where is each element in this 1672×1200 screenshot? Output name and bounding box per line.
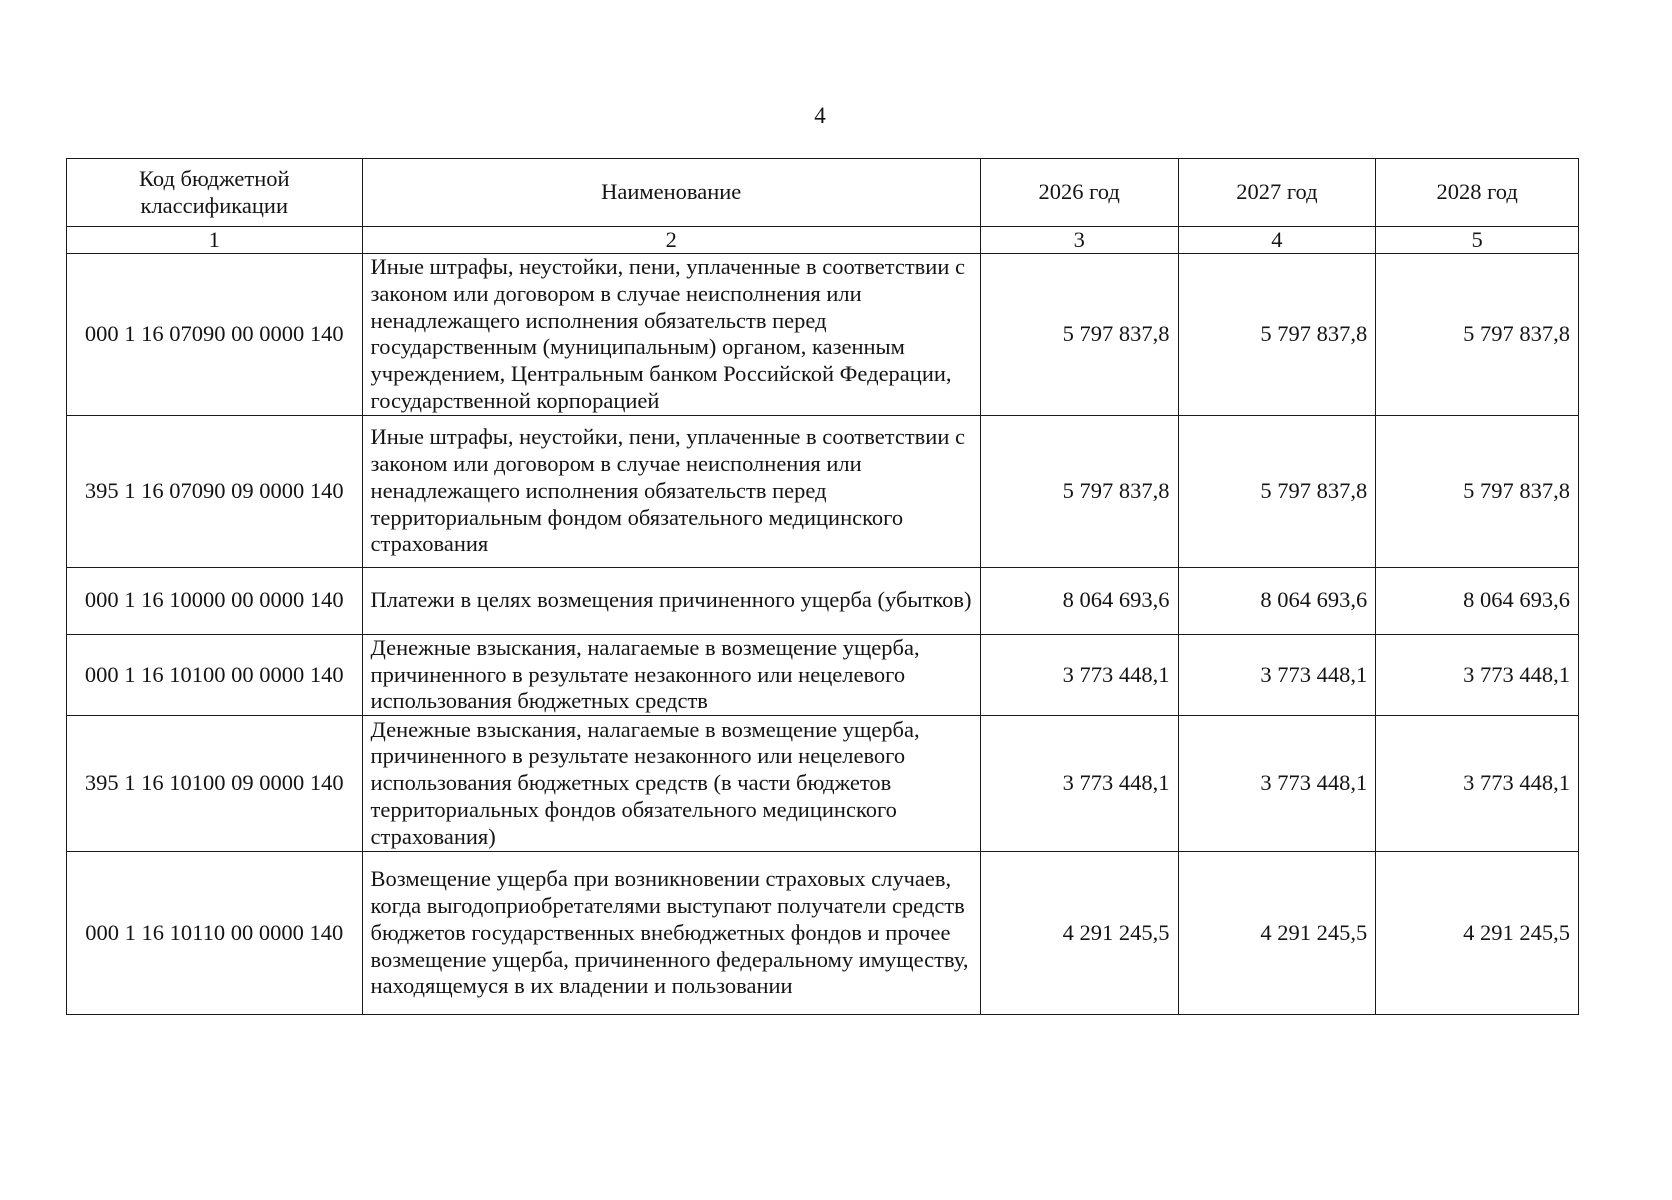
row-value-2028: 3 773 448,1 [1376,634,1579,715]
header-year-2027: 2027 год [1178,159,1376,227]
row-value-2027: 8 064 693,6 [1178,567,1376,634]
header-year-2028: 2028 год [1376,159,1579,227]
table-row [67,567,1579,634]
row-value-2027: 5 797 837,8 [1178,415,1376,567]
row-value-2026: 3 773 448,1 [980,634,1178,715]
table-row [67,852,1579,1015]
column-number: 4 [1178,227,1376,254]
row-name: Денежные взыскания, налагаемые в возмещение ущерба, причиненного в результате незаконного или нецелевого использования бюджетных средств (в части бюджетов территориальных фондов обязательного медицинского страхования) [362,716,980,852]
row-value-2027: 3 773 448,1 [1178,716,1376,852]
row-code: 395 1 16 07090 09 0000 140 [67,415,363,567]
column-number-row [67,227,1579,254]
page-number: 4 [814,103,826,128]
row-value-2026: 8 064 693,6 [980,567,1178,634]
row-value-2026: 4 291 245,5 [980,852,1178,1015]
table-header-row [67,159,1579,227]
row-value-2026: 5 797 837,8 [980,415,1178,567]
table-row [67,415,1579,567]
row-value-2028: 8 064 693,6 [1376,567,1579,634]
table-row [67,716,1579,852]
row-name: Денежные взыскания, налагаемые в возмещение ущерба, причиненного в результате незаконного или нецелевого использования бюджетных средств [362,634,980,715]
row-name: Возмещение ущерба при возникновении страховых случаев, когда выгодоприобретателями выступают получатели средств бюджетов государственных внебюджетных фондов и прочее возмещение ущерба, причиненного федеральному имуществу, находящемуся в их владении и пользовании [362,852,980,1015]
column-number: 3 [980,227,1178,254]
row-value-2028: 4 291 245,5 [1376,852,1579,1015]
row-code: 395 1 16 10100 09 0000 140 [67,716,363,852]
row-value-2027: 4 291 245,5 [1178,852,1376,1015]
column-number: 2 [362,227,980,254]
budget-table [66,158,1579,1015]
row-code: 000 1 16 10000 00 0000 140 [67,567,363,634]
header-name: Наименование [362,159,980,227]
row-name: Иные штрафы, неустойки, пени, уплаченные в соответствии с законом или договором в случае неисполнения или ненадлежащего исполнения обязательств перед территориальным фондом обязательного медицинского страхования [362,415,980,567]
row-code: 000 1 16 07090 00 0000 140 [67,254,363,416]
column-number: 1 [67,227,363,254]
row-value-2027: 5 797 837,8 [1178,254,1376,416]
row-value-2028: 5 797 837,8 [1376,415,1579,567]
header-year-2026: 2026 год [980,159,1178,227]
table-row [67,634,1579,715]
header-code: Код бюджетной классификации [67,159,363,227]
table-row [67,254,1579,416]
row-code: 000 1 16 10100 00 0000 140 [67,634,363,715]
row-code: 000 1 16 10110 00 0000 140 [67,852,363,1015]
row-value-2027: 3 773 448,1 [1178,634,1376,715]
row-value-2028: 5 797 837,8 [1376,254,1579,416]
row-name: Иные штрафы, неустойки, пени, уплаченные в соответствии с законом или договором в случае неисполнения или ненадлежащего исполнения обязательств перед государственным (муниципальным) органом, казенным учреждением, Центральным банком Российской Федерации, государственной корпорацией [362,254,980,416]
row-name: Платежи в целях возмещения причиненного ущерба (убытков) [362,567,980,634]
row-value-2026: 3 773 448,1 [980,716,1178,852]
column-number: 5 [1376,227,1579,254]
row-value-2028: 3 773 448,1 [1376,716,1579,852]
row-value-2026: 5 797 837,8 [980,254,1178,416]
